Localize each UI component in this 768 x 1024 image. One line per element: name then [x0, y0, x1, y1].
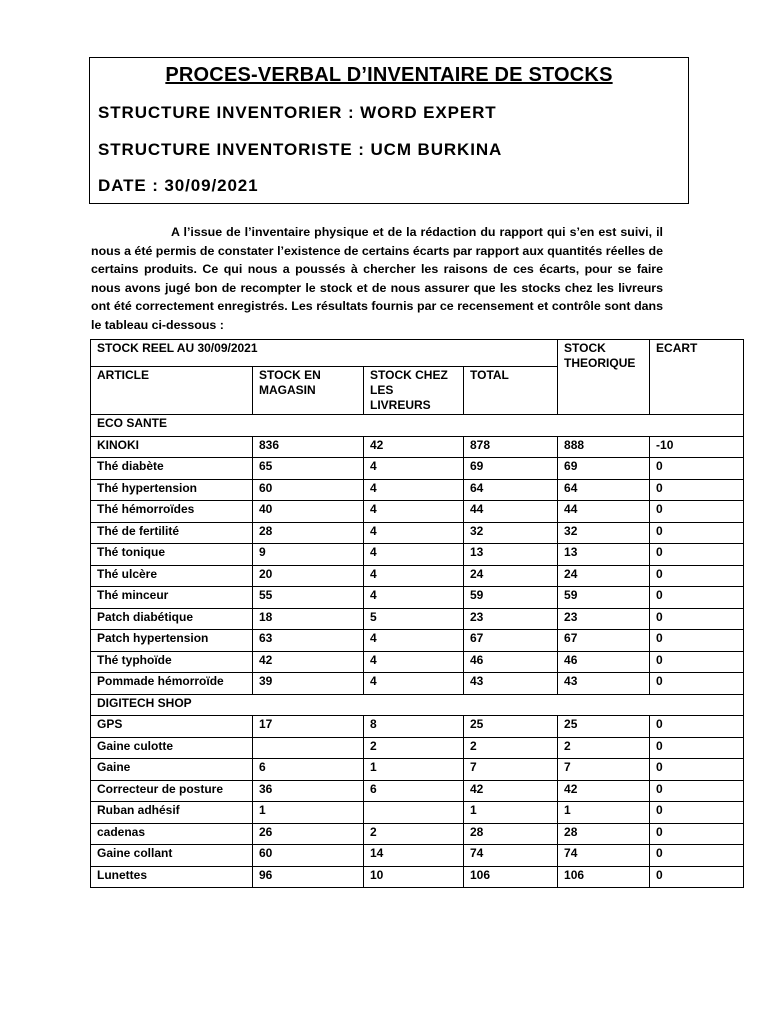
stock-theorique-cell: 7	[558, 759, 650, 781]
stock-theorique-cell: 59	[558, 587, 650, 609]
stock-magasin-cell: 60	[253, 845, 364, 867]
ecart-cell: 0	[650, 587, 744, 609]
article-cell: Thé diabète	[91, 458, 253, 480]
stock-magasin-cell: 55	[253, 587, 364, 609]
stock-livreurs-cell: 10	[364, 866, 464, 888]
article-cell: Thé de fertilité	[91, 522, 253, 544]
table-row	[91, 587, 744, 609]
total-cell: 1	[464, 802, 558, 824]
stock-theorique-cell: 23	[558, 608, 650, 630]
stock-magasin-cell: 42	[253, 651, 364, 673]
stock-theorique-header: STOCK THEORIQUE	[558, 340, 650, 415]
table-row	[91, 845, 744, 867]
article-cell: Thé hémorroïdes	[91, 501, 253, 523]
ecart-cell: 0	[650, 522, 744, 544]
ecart-cell: 0	[650, 866, 744, 888]
ecart-cell: 0	[650, 501, 744, 523]
stock-livreurs-cell: 2	[364, 737, 464, 759]
section-row	[91, 415, 744, 437]
stock-livreurs-cell: 1	[364, 759, 464, 781]
stock-theorique-cell: 46	[558, 651, 650, 673]
total-cell: 23	[464, 608, 558, 630]
ecart-cell: 0	[650, 458, 744, 480]
table-row	[91, 823, 744, 845]
article-cell: Thé typhoïde	[91, 651, 253, 673]
table-row	[91, 501, 744, 523]
stock-livreurs-cell: 4	[364, 651, 464, 673]
header-box	[89, 57, 689, 204]
table-row	[91, 522, 744, 544]
stock-livreurs-cell: 5	[364, 608, 464, 630]
article-cell: Thé minceur	[91, 587, 253, 609]
inventory-date: DATE : 30/09/2021	[98, 176, 259, 195]
stock-theorique-cell: 28	[558, 823, 650, 845]
article-cell: Ruban adhésif	[91, 802, 253, 824]
total-cell: 878	[464, 436, 558, 458]
stock-magasin-cell: 9	[253, 544, 364, 566]
total-cell: 28	[464, 823, 558, 845]
article-header: ARTICLE	[91, 367, 253, 415]
stock-theorique-cell: 43	[558, 673, 650, 695]
stock-magasin-cell: 18	[253, 608, 364, 630]
stock-theorique-cell: 1	[558, 802, 650, 824]
article-cell: GPS	[91, 716, 253, 738]
stock-magasin-cell: 1	[253, 802, 364, 824]
article-cell: KINOKI	[91, 436, 253, 458]
stock-livreurs-cell: 4	[364, 565, 464, 587]
stock-theorique-cell: 32	[558, 522, 650, 544]
structure-inventorier: STRUCTURE INVENTORIER : WORD EXPERT	[98, 103, 497, 122]
article-cell: Thé ulcère	[91, 565, 253, 587]
table-row	[91, 780, 744, 802]
table-row	[91, 544, 744, 566]
total-cell: 46	[464, 651, 558, 673]
ecart-cell: 0	[650, 544, 744, 566]
table-row	[91, 479, 744, 501]
table-row	[91, 866, 744, 888]
article-cell: Gaine	[91, 759, 253, 781]
section-name: DIGITECH SHOP	[91, 694, 744, 716]
table-row	[91, 608, 744, 630]
stock-theorique-cell: 67	[558, 630, 650, 652]
total-cell: 43	[464, 673, 558, 695]
ecart-cell: 0	[650, 608, 744, 630]
article-cell: Patch hypertension	[91, 630, 253, 652]
stock-magasin-cell: 26	[253, 823, 364, 845]
total-cell: 106	[464, 866, 558, 888]
total-cell: 25	[464, 716, 558, 738]
intro-text: A l’issue de l’inventaire physique et de la rédaction du rapport qui s’en est suivi, il nous a été permis de constater l’existence de certains écarts par rapport aux quantités réelles de certains produits. Ce qui nous a poussés à chercher les raisons de ces écarts, pour se faire nous avons jugé bon de recompter le stock et de nous assurer que les stocks chez les livreurs ont été correctement enregistrés. Les résultats fournis par ce recensement et contrôle sont dans le tableau ci-dessous :	[91, 225, 663, 332]
ecart-cell: 0	[650, 802, 744, 824]
stock-magasin-cell: 6	[253, 759, 364, 781]
total-cell: 24	[464, 565, 558, 587]
stock-livreurs-cell: 4	[364, 587, 464, 609]
stock-livreurs-cell: 42	[364, 436, 464, 458]
table-header-row-1	[91, 340, 744, 367]
stock-reel-header: STOCK REEL AU 30/09/2021	[91, 340, 558, 367]
stock-theorique-cell: 69	[558, 458, 650, 480]
inventory-table	[90, 339, 744, 888]
article-cell: Correcteur de posture	[91, 780, 253, 802]
stock-theorique-cell: 24	[558, 565, 650, 587]
ecart-cell: 0	[650, 780, 744, 802]
ecart-cell: 0	[650, 823, 744, 845]
ecart-cell: 0	[650, 651, 744, 673]
article-cell: Thé tonique	[91, 544, 253, 566]
stock-theorique-cell: 106	[558, 866, 650, 888]
document-title: PROCES-VERBAL D’INVENTAIRE DE STOCKS	[165, 64, 613, 86]
total-cell: 44	[464, 501, 558, 523]
section-row	[91, 694, 744, 716]
total-cell: 69	[464, 458, 558, 480]
stock-livreurs-cell: 2	[364, 823, 464, 845]
stock-magasin-cell: 63	[253, 630, 364, 652]
table-row	[91, 651, 744, 673]
structure-inventoriste: STRUCTURE INVENTORISTE : UCM BURKINA	[98, 140, 503, 159]
table-row	[91, 737, 744, 759]
ecart-cell: 0	[650, 630, 744, 652]
article-cell: Thé hypertension	[91, 479, 253, 501]
ecart-cell: 0	[650, 737, 744, 759]
stock-magasin-cell: 96	[253, 866, 364, 888]
ecart-cell: 0	[650, 716, 744, 738]
total-cell: 42	[464, 780, 558, 802]
article-cell: Lunettes	[91, 866, 253, 888]
stock-magasin-cell: 60	[253, 479, 364, 501]
stock-livreurs-cell: 14	[364, 845, 464, 867]
article-cell: cadenas	[91, 823, 253, 845]
stock-magasin-cell: 836	[253, 436, 364, 458]
total-cell: 32	[464, 522, 558, 544]
stock-theorique-cell: 25	[558, 716, 650, 738]
ecart-cell: 0	[650, 565, 744, 587]
ecart-header: ECART	[650, 340, 744, 415]
total-cell: 7	[464, 759, 558, 781]
ecart-cell: -10	[650, 436, 744, 458]
table-row	[91, 802, 744, 824]
stock-magasin-cell: 20	[253, 565, 364, 587]
total-cell: 67	[464, 630, 558, 652]
stock-livreurs-cell: 4	[364, 522, 464, 544]
total-cell: 64	[464, 479, 558, 501]
article-cell: Gaine culotte	[91, 737, 253, 759]
stock-livreurs-cell: 4	[364, 479, 464, 501]
stock-livreurs-cell: 4	[364, 458, 464, 480]
article-cell: Patch diabétique	[91, 608, 253, 630]
total-cell: 2	[464, 737, 558, 759]
stock-theorique-cell: 42	[558, 780, 650, 802]
stock-magasin-cell: 36	[253, 780, 364, 802]
stock-theorique-cell: 74	[558, 845, 650, 867]
stock-magasin-cell: 17	[253, 716, 364, 738]
stock-livreurs-cell: 6	[364, 780, 464, 802]
stock-magasin-cell: 65	[253, 458, 364, 480]
stock-livreurs-cell: 4	[364, 544, 464, 566]
stock-magasin-header: STOCK EN MAGASIN	[253, 367, 364, 415]
stock-livreurs-cell	[364, 802, 464, 824]
stock-livreurs-cell: 4	[364, 673, 464, 695]
total-cell: 74	[464, 845, 558, 867]
table-row	[91, 436, 744, 458]
stock-theorique-cell: 44	[558, 501, 650, 523]
total-cell: 13	[464, 544, 558, 566]
table-row	[91, 565, 744, 587]
stock-theorique-cell: 2	[558, 737, 650, 759]
ecart-cell: 0	[650, 479, 744, 501]
table-row	[91, 759, 744, 781]
stock-theorique-cell: 13	[558, 544, 650, 566]
stock-livreurs-header: STOCK CHEZ LES LIVREURS	[364, 367, 464, 415]
stock-livreurs-cell: 4	[364, 630, 464, 652]
ecart-cell: 0	[650, 759, 744, 781]
table-row	[91, 630, 744, 652]
stock-magasin-cell: 28	[253, 522, 364, 544]
table-row	[91, 673, 744, 695]
ecart-cell: 0	[650, 845, 744, 867]
stock-livreurs-cell: 8	[364, 716, 464, 738]
ecart-cell: 0	[650, 673, 744, 695]
intro-paragraph	[91, 223, 663, 334]
stock-magasin-cell: 39	[253, 673, 364, 695]
article-cell: Pommade hémorroïde	[91, 673, 253, 695]
total-header: TOTAL	[464, 367, 558, 415]
section-name: ECO SANTE	[91, 415, 744, 437]
stock-magasin-cell: 40	[253, 501, 364, 523]
table-row	[91, 716, 744, 738]
stock-theorique-cell: 64	[558, 479, 650, 501]
stock-theorique-cell: 888	[558, 436, 650, 458]
article-cell: Gaine collant	[91, 845, 253, 867]
stock-magasin-cell	[253, 737, 364, 759]
table-row	[91, 458, 744, 480]
stock-livreurs-cell: 4	[364, 501, 464, 523]
total-cell: 59	[464, 587, 558, 609]
